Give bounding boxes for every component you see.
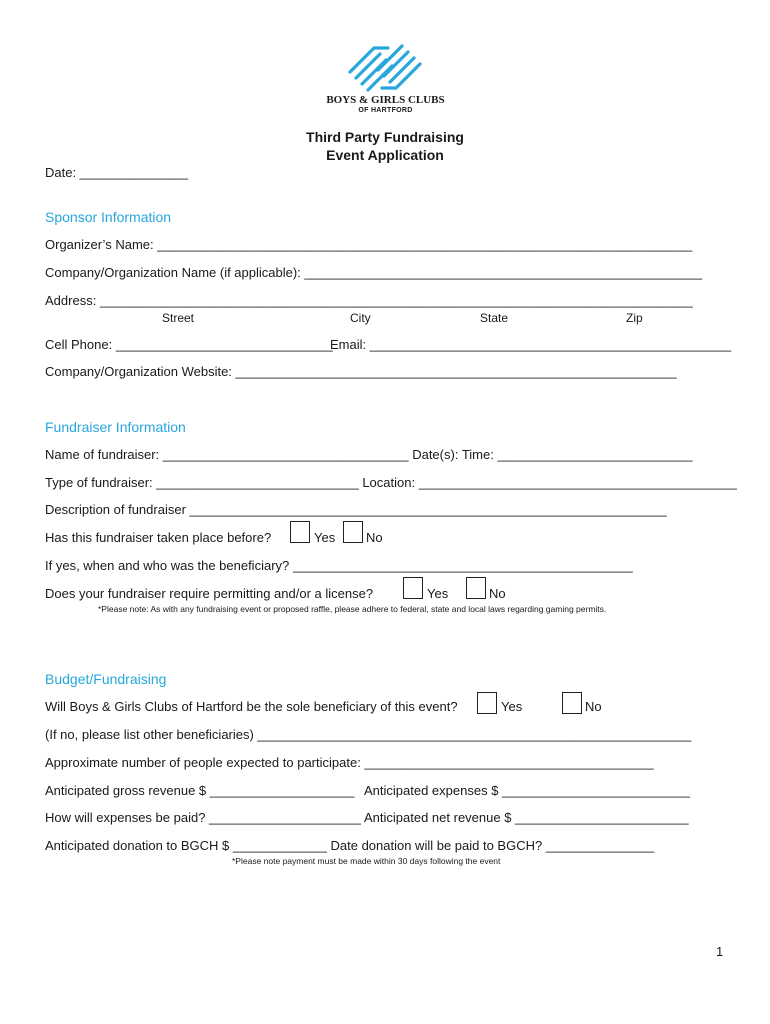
taken-place-yes-checkbox[interactable] (290, 521, 310, 543)
organizer-name-field[interactable]: Organizer’s Name: __________________________________________________________________________ (45, 237, 693, 252)
taken-place-yes-label: Yes (314, 530, 336, 545)
fundraiser-description-field[interactable]: Description of fundraiser __________________________________________________________________ (45, 502, 667, 517)
form-title: Third Party Fundraising (306, 129, 464, 145)
company-name-field[interactable]: Company/Organization Name (if applicable): _______________________________________________________ (45, 265, 703, 280)
payment-note: *Please note payment must be made within 30 days following the event (232, 856, 501, 866)
other-beneficiaries-field[interactable]: (If no, please list other beneficiaries) ____________________________________________________________ (45, 727, 692, 742)
address-city-label: City (350, 311, 371, 325)
sole-beneficiary-no-checkbox[interactable] (562, 692, 582, 714)
form-subtitle: Event Application (326, 147, 444, 163)
permit-question: Does your fundraiser require permitting and/or a license? (45, 586, 374, 601)
logo-text: BOYS & GIRLS CLUBS (326, 94, 445, 106)
permit-yes-checkbox[interactable] (403, 577, 423, 599)
bgc-logo (318, 42, 453, 118)
gaming-permits-note: *Please note: As with any fundraising event or proposed raffle, please adhere to federal, state and local laws regarding gaming permits. (98, 604, 607, 614)
fundraiser-name-date-field[interactable]: Name of fundraiser: __________________________________ Date(s): Time: ___________________________ (45, 447, 693, 462)
taken-place-no-label: No (366, 530, 383, 545)
donation-field[interactable]: Anticipated donation to BGCH $ _____________ Date donation will be paid to BGCH? _______________ (45, 838, 655, 853)
taken-place-no-checkbox[interactable] (343, 521, 363, 543)
sole-beneficiary-yes-label: Yes (501, 699, 523, 714)
beneficiary-field[interactable]: If yes, when and who was the beneficiary? _______________________________________________ (45, 558, 633, 573)
website-field[interactable]: Company/Organization Website: _____________________________________________________________ (45, 364, 677, 379)
expenses-paid-field[interactable]: How will expenses be paid? _____________________ (45, 810, 361, 825)
permit-no-checkbox[interactable] (466, 577, 486, 599)
sole-beneficiary-question: Will Boys & Girls Clubs of Hartford be the sole beneficiary of this event? (45, 699, 458, 714)
sole-beneficiary-no-label: No (585, 699, 602, 714)
permit-yes-label: Yes (427, 586, 449, 601)
sole-beneficiary-yes-checkbox[interactable] (477, 692, 497, 714)
gross-revenue-field[interactable]: Anticipated gross revenue $ ____________________ (45, 783, 355, 798)
taken-place-question: Has this fundraiser taken place before? (45, 530, 272, 545)
permit-no-label: No (489, 586, 506, 601)
anticipated-expenses-field[interactable]: Anticipated expenses $ __________________________ (364, 783, 691, 798)
date-field[interactable]: Date: _______________ (45, 165, 189, 180)
fundraiser-heading: Fundraiser Information (45, 419, 186, 435)
address-zip-label: Zip (626, 311, 643, 325)
bgc-hands-logo-icon (344, 42, 426, 94)
address-street-label: Street (162, 311, 195, 325)
net-revenue-field[interactable]: Anticipated net revenue $ ________________________ (364, 810, 689, 825)
sponsor-heading: Sponsor Information (45, 209, 172, 225)
logo-subtext: OF HARTFORD (358, 107, 413, 114)
people-expected-field[interactable]: Approximate number of people expected to participate: ________________________________________ (45, 755, 654, 770)
fundraiser-type-location-field[interactable]: Type of fundraiser: ____________________________ Location: ____________________________________________ (45, 475, 737, 490)
address-field[interactable]: Address: __________________________________________________________________________________ (45, 293, 693, 308)
address-state-label: State (480, 311, 509, 325)
budget-heading: Budget/Fundraising (45, 671, 167, 687)
cell-phone-field[interactable]: Cell Phone: ______________________________ (45, 337, 333, 352)
email-field[interactable]: Email: __________________________________________________ (330, 337, 732, 352)
page-number: 1 (716, 944, 724, 959)
